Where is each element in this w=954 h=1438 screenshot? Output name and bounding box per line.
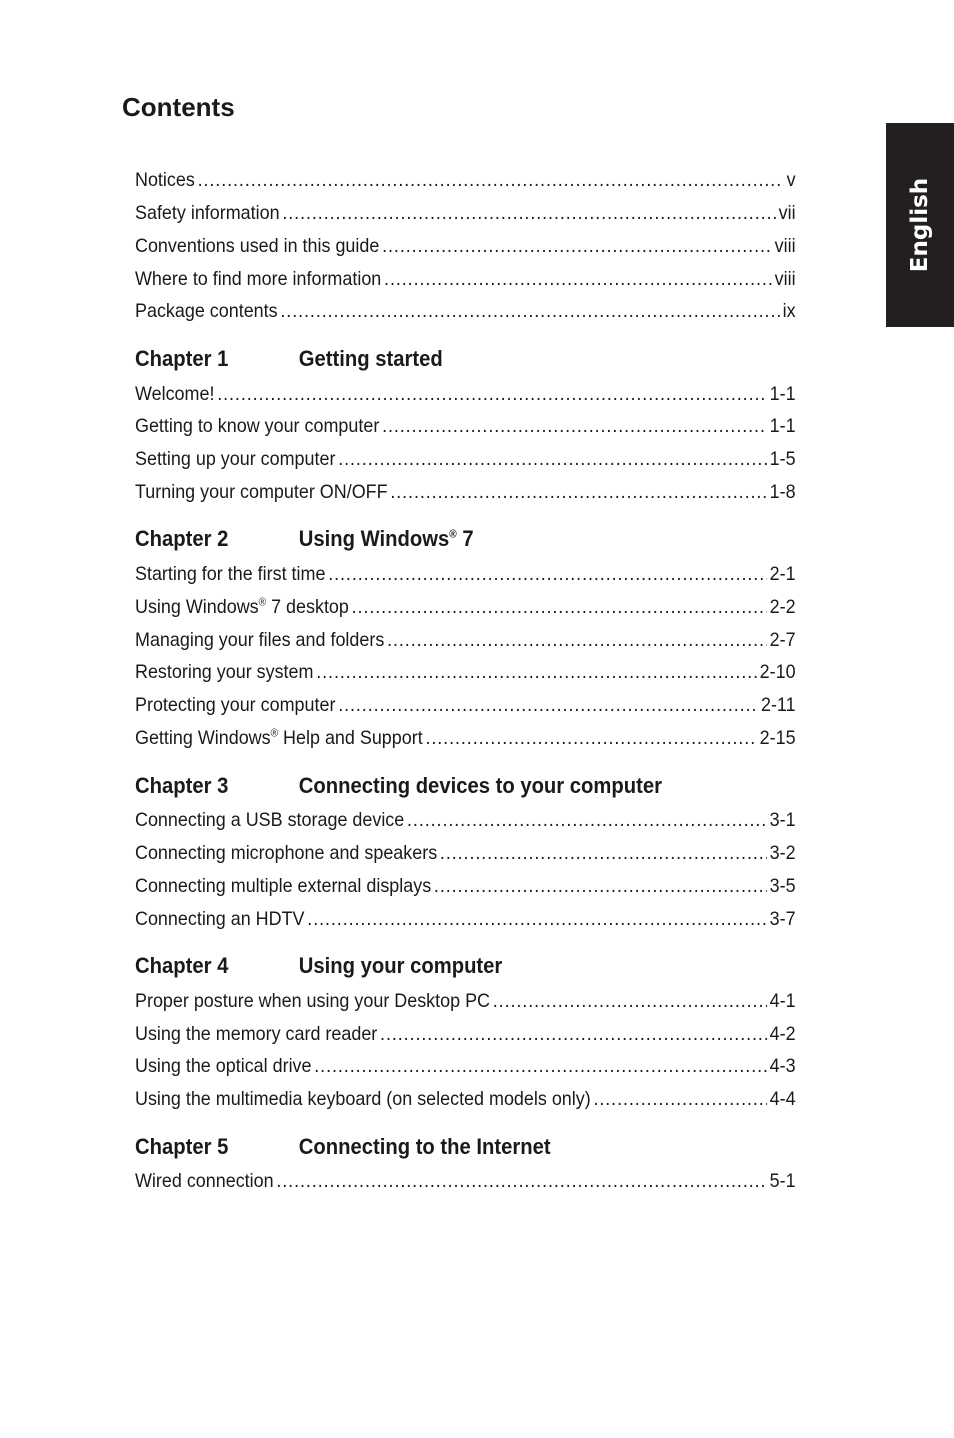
- dot-leader: [434, 875, 767, 898]
- toc-entry-title: Using the optical drive: [135, 1055, 312, 1077]
- toc-entry-title: Getting to know your computer: [135, 415, 380, 437]
- toc-entry-title: Restoring your system: [135, 661, 314, 683]
- toc-entry-page: 3-2: [769, 842, 796, 864]
- toc-entry[interactable]: [135, 1170, 796, 1194]
- toc-entry-page: viii: [774, 268, 796, 290]
- dot-leader: [593, 1088, 766, 1111]
- dot-leader: [407, 809, 767, 832]
- chapter-title: Connecting devices to your computer: [298, 773, 663, 798]
- toc-entry-title: Using the memory card reader: [135, 1023, 378, 1045]
- dot-leader: [282, 202, 775, 225]
- chapter-heading[interactable]: [135, 1134, 551, 1162]
- chapter-heading[interactable]: [135, 773, 662, 801]
- chapter-number: Chapter 4: [135, 953, 229, 978]
- toc-entry-page: 2-15: [759, 727, 796, 749]
- dot-leader: [198, 169, 784, 192]
- dot-leader: [338, 694, 758, 717]
- toc-entry-page: 3-1: [769, 809, 796, 831]
- toc-entry-title: Connecting multiple external displays: [135, 875, 432, 897]
- toc-entry-page: vii: [778, 202, 796, 224]
- toc-entry-page: 4-3: [769, 1055, 796, 1077]
- chapter-number: Chapter 1: [135, 346, 229, 371]
- toc-entry[interactable]: [135, 990, 796, 1014]
- toc-entry-page: 1-1: [769, 415, 796, 437]
- toc-entry-title: Protecting your computer: [135, 694, 336, 716]
- toc-entry[interactable]: [135, 202, 796, 226]
- toc-entry[interactable]: [135, 415, 796, 439]
- toc-entry-title: Safety information: [135, 202, 280, 224]
- dot-leader: [440, 842, 767, 865]
- toc-entry-title: Starting for the first time: [135, 563, 326, 585]
- chapter-title: Using Windows® 7: [298, 526, 474, 551]
- toc-entry-title: Using the multimedia keyboard (on selected models only): [135, 1088, 591, 1110]
- toc-entry[interactable]: [135, 235, 796, 259]
- toc-entry-title: Connecting an HDTV: [135, 908, 305, 930]
- toc-entry-page: 2-2: [769, 596, 796, 618]
- chapter-number: Chapter 3: [135, 773, 229, 798]
- toc-entry-title: Using Windows® 7 desktop: [135, 596, 349, 618]
- toc-entry-page: 4-1: [769, 990, 796, 1012]
- toc-entry-page: 2-1: [769, 563, 796, 585]
- toc-entry-page: 4-2: [769, 1023, 796, 1045]
- chapter-title: Connecting to the Internet: [298, 1134, 551, 1159]
- dot-leader: [217, 383, 767, 406]
- toc-entry-title: Turning your computer ON/OFF: [135, 481, 388, 503]
- toc-entry[interactable]: [135, 842, 796, 866]
- toc-entry-title: Connecting microphone and speakers: [135, 842, 438, 864]
- toc-entry-page: viii: [774, 235, 796, 257]
- toc-entry-page: 4-4: [769, 1088, 796, 1110]
- toc-entry[interactable]: [135, 300, 796, 324]
- toc-entry[interactable]: [135, 563, 796, 587]
- language-tab-label: English: [907, 177, 933, 273]
- dot-leader: [280, 300, 779, 323]
- toc-entry-title: Notices: [135, 169, 195, 191]
- toc-entry-title: Where to find more information: [135, 268, 382, 290]
- dot-leader: [316, 661, 757, 684]
- dot-leader: [328, 563, 767, 586]
- toc-entry[interactable]: [135, 1088, 796, 1112]
- chapter-number: Chapter 5: [135, 1134, 229, 1159]
- toc-entry[interactable]: [135, 727, 796, 751]
- toc-entry[interactable]: [135, 694, 796, 718]
- chapter-number: Chapter 2: [135, 526, 229, 551]
- toc-entry-page: 2-7: [769, 629, 796, 651]
- toc-entry[interactable]: [135, 629, 796, 653]
- dot-leader: [425, 727, 756, 750]
- toc-entry-page: ix: [782, 300, 796, 322]
- toc-entry[interactable]: [135, 809, 796, 833]
- chapter-heading[interactable]: [135, 346, 443, 374]
- toc-entry[interactable]: [135, 908, 796, 932]
- dot-leader: [314, 1055, 767, 1078]
- dot-leader: [276, 1170, 766, 1193]
- toc-entry[interactable]: [135, 596, 796, 620]
- toc-entry[interactable]: [135, 268, 796, 292]
- dot-leader: [380, 1023, 767, 1046]
- dot-leader: [387, 629, 767, 652]
- dot-leader: [307, 908, 767, 931]
- toc-entry-title: Connecting a USB storage device: [135, 809, 405, 831]
- toc-entry[interactable]: [135, 481, 796, 505]
- toc-entry-page: 1-5: [769, 448, 796, 470]
- toc-entry[interactable]: [135, 661, 796, 685]
- toc-entry-title: Package contents: [135, 300, 278, 322]
- page-title: Contents: [122, 92, 235, 122]
- toc-entry-title: Managing your files and folders: [135, 629, 385, 651]
- toc-entry-page: 5-1: [769, 1170, 796, 1192]
- dot-leader: [352, 596, 767, 619]
- chapter-heading[interactable]: [135, 953, 502, 981]
- dot-leader: [338, 448, 767, 471]
- toc-entry-page: 2-10: [759, 661, 796, 683]
- dot-leader: [382, 415, 767, 438]
- toc-entry-page: 3-5: [769, 875, 796, 897]
- dot-leader: [382, 235, 772, 258]
- chapter-title: Using your computer: [298, 953, 503, 978]
- toc-entry[interactable]: [135, 169, 796, 193]
- toc-entry[interactable]: [135, 1023, 796, 1047]
- toc-entry-title: Proper posture when using your Desktop PC: [135, 990, 491, 1012]
- toc-entry-page: v: [786, 169, 796, 191]
- toc-entry[interactable]: [135, 1055, 796, 1079]
- toc-entry-page: 2-11: [760, 694, 796, 716]
- toc-entry[interactable]: [135, 875, 796, 899]
- toc-entry-title: Setting up your computer: [135, 448, 336, 470]
- toc-entry[interactable]: [135, 448, 796, 472]
- chapter-title: Getting started: [298, 346, 443, 371]
- dot-leader: [384, 268, 772, 291]
- toc-entry-page: 1-8: [769, 481, 796, 503]
- dot-leader: [493, 990, 767, 1013]
- toc-entry-title: Getting Windows® Help and Support: [135, 727, 423, 749]
- toc-entry-title: Welcome!: [135, 383, 215, 405]
- dot-leader: [390, 481, 767, 504]
- language-tab: [886, 123, 954, 327]
- toc-entry[interactable]: [135, 383, 796, 407]
- toc-entry-page: 3-7: [769, 908, 796, 930]
- chapter-heading[interactable]: [135, 526, 474, 554]
- toc-entry-page: 1-1: [769, 383, 796, 405]
- toc-entry-title: Wired connection: [135, 1170, 274, 1192]
- toc-entry-title: Conventions used in this guide: [135, 235, 380, 257]
